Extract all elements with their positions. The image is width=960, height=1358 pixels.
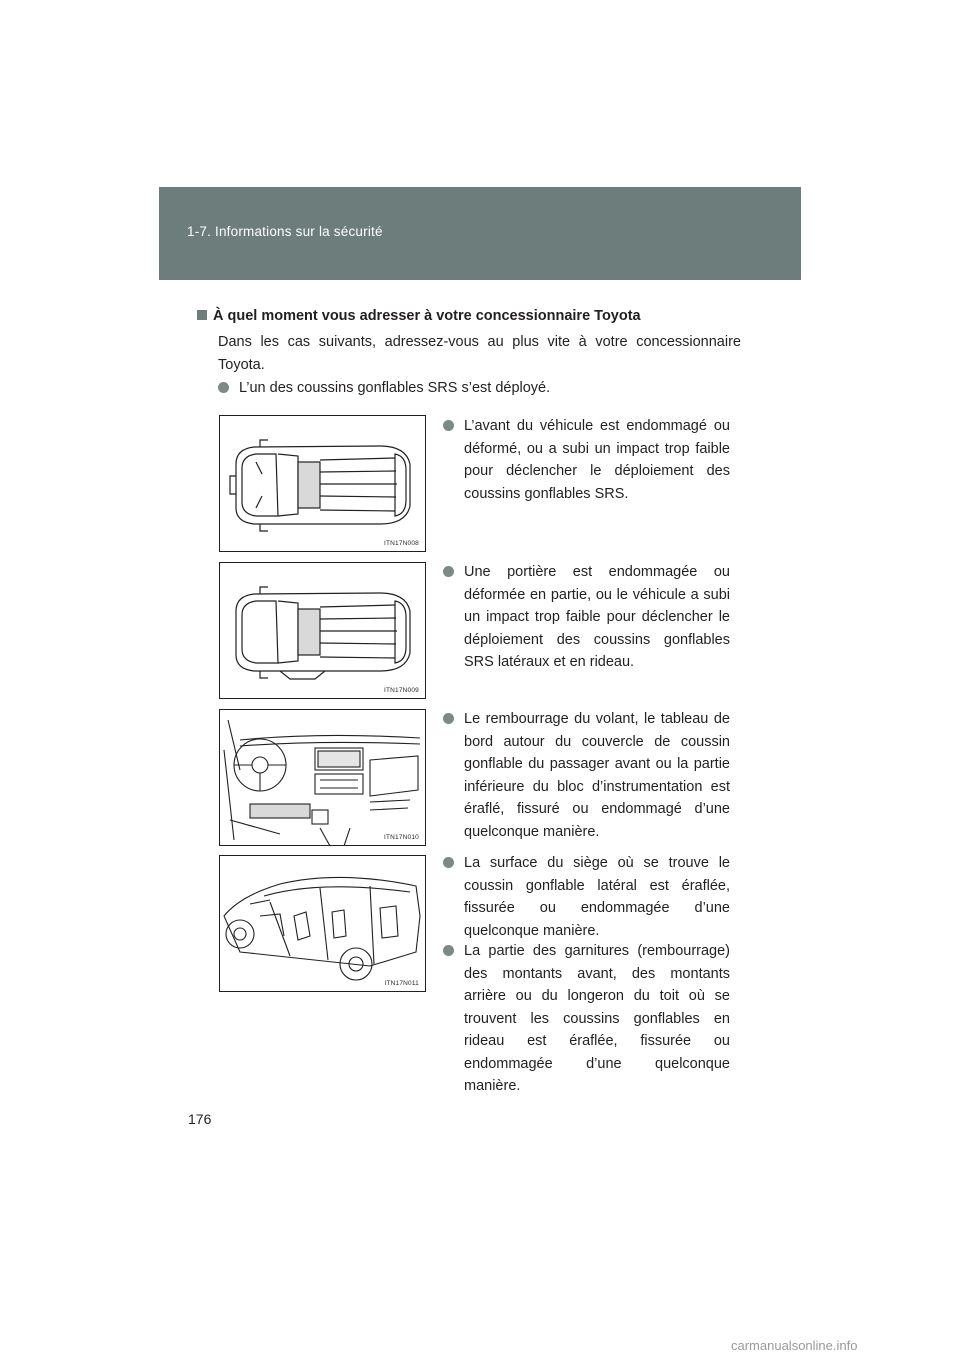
chapter-header-band [159, 187, 801, 280]
round-bullet-icon [443, 566, 454, 577]
chapter-section-title: 1-7. Informations sur la sécurité [187, 224, 383, 239]
page-number: 176 [188, 1111, 212, 1127]
round-bullet-icon [218, 382, 229, 393]
list-item-text: Une portière est endommagée ou déformée en partie, ou le véhicule a subi un impact trop faible pour déclencher le déploiement des coussins gonflables SRS latéraux et en rideau. [464, 564, 730, 670]
figure-car-front-damage [219, 415, 426, 552]
watermark[interactable]: carmanualsonline.info [731, 1338, 858, 1353]
figure-car-side-damage [219, 562, 426, 699]
list-item [218, 377, 758, 400]
figure-code: ITN17N011 [384, 980, 419, 987]
round-bullet-icon [443, 420, 454, 431]
figure-code: ITN17N008 [383, 540, 419, 547]
figure-code: ITN17N009 [383, 687, 419, 694]
car-top-view-front-damage-illustration [220, 416, 426, 552]
figure-dashboard [219, 709, 426, 846]
list-item [443, 852, 730, 942]
round-bullet-icon [443, 713, 454, 724]
list-item-text: La surface du siège où se trouve le coussin gonflable latéral est éraflée, fissurée ou endommagée d’une quelconque manière. [464, 855, 730, 939]
figure-code: ITN17N010 [383, 834, 419, 841]
list-item [443, 561, 730, 674]
dashboard-interior-illustration [220, 710, 426, 846]
list-item [443, 415, 730, 505]
list-item-text: La partie des garnitures (rembourrage) des montants avant, des montants arrière ou du longeron du toit où se trouvent les coussins gonflables en rideau est éraflée, fissurée ou endommagée d’une quelconque manière. [464, 943, 730, 1094]
section-intro: Dans les cas suivants, adressez-vous au plus vite à votre concessionnaire Toyota. [218, 334, 741, 373]
figure-car-cutaway [219, 855, 426, 992]
list-item [443, 708, 730, 843]
list-item-text: Le rembourrage du volant, le tableau de bord autour du couvercle de coussin gonflable du passager avant ou la partie inférieure du bloc d’instrumentation est éraflé, fissuré ou endommagé d’une quelconque manière. [464, 711, 730, 840]
square-bullet-icon [197, 310, 207, 320]
round-bullet-icon [443, 857, 454, 868]
car-cutaway-seats-roof-illustration [220, 856, 426, 992]
round-bullet-icon [443, 945, 454, 956]
list-item-text: L’avant du véhicule est endommagé ou déformé, ou a subi un impact trop faible pour déclencher le déploiement des coussins gonflables SRS. [464, 418, 730, 502]
car-top-view-side-damage-illustration [220, 563, 426, 699]
section-heading-text: À quel moment vous adresser à votre concessionnaire Toyota [213, 308, 641, 324]
list-item-text: L’un des coussins gonflables SRS s’est déployé. [239, 380, 551, 396]
list-item [443, 940, 730, 1098]
section-heading [197, 308, 757, 324]
